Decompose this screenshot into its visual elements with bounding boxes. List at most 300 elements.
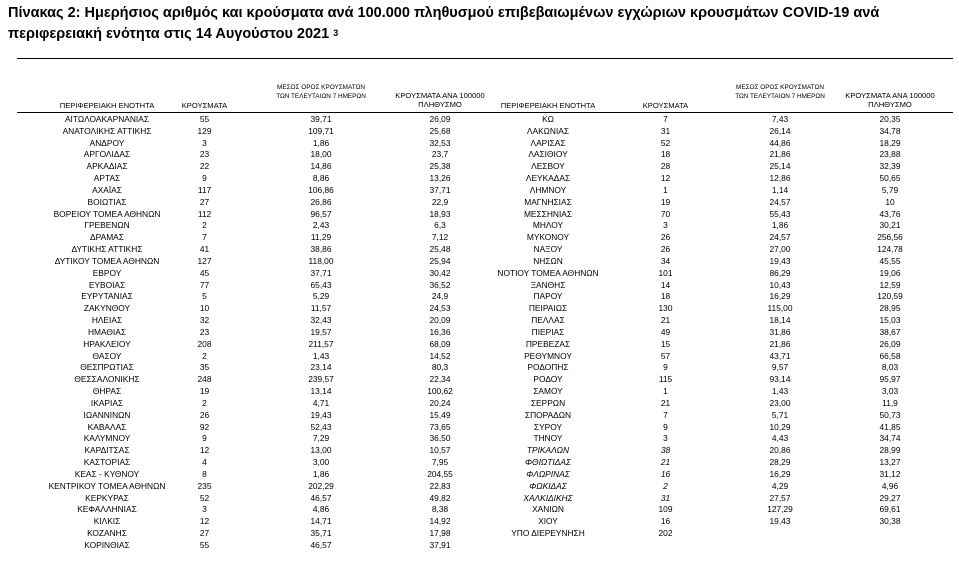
table-cell-per: 68,09: [429, 338, 451, 349]
table-cell-avg: 106,86: [308, 184, 334, 195]
table-cell-cases: 208: [197, 338, 212, 349]
table-cell-name: ΣΥΡΟΥ: [533, 421, 563, 432]
title-divider: [17, 58, 953, 59]
table-cell-name: ΤΗΝΟΥ: [533, 433, 563, 444]
table-cell-avg: 4,86: [312, 504, 330, 515]
table-cell-name: ΜΗΛΟΥ: [532, 220, 564, 231]
table-cell-name: ΛΑΡΙΣΑΣ: [530, 137, 566, 148]
table-cell-name: ΚΕΝΤΡΙΚΟΥ ΤΟΜΕΑ ΑΘΗΝΩΝ: [48, 480, 166, 491]
table-cell-per: 13,27: [879, 457, 901, 468]
table-cell-per: 8,03: [881, 362, 899, 373]
table-cell-cases: 3: [663, 220, 668, 231]
table-cell-per: 22,9: [431, 196, 449, 207]
table-cell-avg: 96,57: [310, 208, 332, 219]
table-cell-avg: 16,29: [769, 468, 791, 479]
table-cell-per: 15,03: [879, 315, 901, 326]
table-cell-cases: 35: [199, 362, 210, 373]
table-cell-avg: 109,71: [308, 125, 334, 136]
table-cell-cases: 5: [202, 291, 207, 302]
table-title: [8, 3, 953, 45]
table-cell-name: ΚΑΣΤΟΡΙΑΣ: [83, 457, 131, 468]
table-cell-name: ΚΙΛΚΙΣ: [93, 516, 121, 527]
table-cell-name: ΠΕΙΡΑΙΩΣ: [528, 303, 568, 314]
table-cell-avg: 35,71: [310, 527, 332, 538]
table-cell-avg: 19,43: [769, 255, 791, 266]
table-cell-cases: 19: [199, 386, 210, 397]
table-cell-name: ΚΟΖΑΝΗΣ: [87, 527, 127, 538]
table-cell-avg: [724, 528, 836, 540]
table-cell-cases: 31: [660, 125, 671, 136]
table-cell-per: 24,9: [431, 291, 449, 302]
table-cell-name: ΚΑΒΑΛΑΣ: [87, 421, 127, 432]
table-title-text: Πίνακας 2: Ημερήσιος αριθμός και κρούσματα ανά 100.000 πληθυσμού επιβεβαιωμένων εγχώριων κρουσμάτων COVID-19 ανά περιφερειακή ενότητα στις 14 Αυγούστου 2021: [8, 5, 880, 42]
table-cell-name: ΚΕΡΚΥΡΑΣ: [85, 492, 129, 503]
table-cell-avg: 86,29: [769, 267, 791, 278]
table-cell-avg: 21,86: [769, 149, 791, 160]
right-per100k-column: [840, 114, 940, 540]
table-cell-per: 69,61: [879, 504, 901, 515]
table-cell-avg: 27,57: [769, 492, 791, 503]
table-cell-per: 28,99: [879, 445, 901, 456]
table-cell-cases: 1: [663, 184, 668, 195]
table-cell-cases: 9: [202, 433, 207, 444]
table-cell-avg: 21,86: [769, 338, 791, 349]
table-cell-name: ΖΑΚΥΝΘΟΥ: [83, 303, 131, 314]
table-cell-per: 41,85: [879, 421, 901, 432]
table-cell-cases: 27: [199, 196, 210, 207]
table-cell-name: ΘΑΣΟΥ: [92, 350, 122, 361]
table-cell-per: 23,7: [431, 149, 449, 160]
table-cell-cases: 4: [202, 457, 207, 468]
table-cell-cases: 235: [197, 480, 212, 491]
table-cell-name: ΝΟΤΙΟΥ ΤΟΜΕΑ ΑΘΗΝΩΝ: [497, 267, 599, 278]
table-cell-name: ΑΝΑΤΟΛΙΚΗΣ ΑΤΤΙΚΗΣ: [62, 125, 152, 136]
table-cell-name: ΔΡΑΜΑΣ: [90, 232, 124, 243]
table-cell-cases: 14: [660, 279, 671, 290]
table-cell-name: ΗΡΑΚΛΕΙΟΥ: [83, 338, 131, 349]
table-cell-cases: 55: [199, 114, 210, 124]
left-per100k-column: [390, 114, 490, 552]
table-cell-name: ΧΙΟΥ: [538, 516, 558, 527]
table-cell-avg: 19,43: [310, 409, 332, 420]
table-cell-avg: 11,57: [310, 303, 332, 314]
table-cell-avg: 93,14: [769, 374, 791, 385]
table-cell-name: ΚΑΛΥΜΝΟΥ: [83, 433, 131, 444]
table-cell-per: 15,49: [429, 409, 451, 420]
table-cell-name: ΑΡΓΟΛΙΔΑΣ: [83, 149, 131, 160]
table-cell-avg: 7,29: [312, 433, 330, 444]
table-cell-cases: 9: [202, 173, 207, 184]
table-cell-cases: 9: [663, 362, 668, 373]
table-cell-name: ΛΕΥΚΑΔΑΣ: [525, 173, 571, 184]
table-cell-name: ΠΕΛΛΑΣ: [531, 315, 565, 326]
table-cell-avg: 27,00: [769, 244, 791, 255]
table-cell-avg: 38,86: [310, 244, 332, 255]
table-cell-avg: 39,71: [310, 114, 332, 124]
table-cell-per: 22,34: [429, 374, 451, 385]
table-cell-name: ΓΡΕΒΕΝΩΝ: [84, 220, 130, 231]
table-cell-avg: 5,29: [312, 291, 330, 302]
table-cell-cases: 9: [663, 421, 668, 432]
table-cell-name: ΣΑΜΟΥ: [533, 386, 563, 397]
table-cell-per: 43,76: [879, 208, 901, 219]
table-cell-avg: 65,43: [310, 279, 332, 290]
table-cell-per: 124,78: [877, 244, 903, 255]
table-cell-per: 29,27: [879, 492, 901, 503]
table-cell-per: 20,35: [879, 114, 901, 124]
table-cell-cases: 19: [660, 196, 671, 207]
table-cell-avg: 4,71: [312, 397, 330, 408]
right-cases-column: [633, 114, 698, 540]
table-cell-cases: 32: [199, 315, 210, 326]
table-cell-per: 50,73: [879, 409, 901, 420]
table-cell-avg: 1,14: [771, 184, 789, 195]
table-cell-cases: 55: [199, 539, 210, 550]
table-cell-name: ΥΠΟ ΔΙΕΡΕΥΝΗΣΗ: [511, 527, 585, 538]
table-cell-cases: 7: [663, 409, 668, 420]
footnote-marker: 3: [333, 28, 339, 38]
table-cell-per: 256,56: [877, 232, 903, 243]
header-cases-right: ΚΡΟΥΣΜΑΤΑ: [642, 101, 689, 110]
header-region-left: ΠΕΡΙΦΕΡΕΙΑΚΗ ΕΝΟΤΗΤΑ: [59, 101, 155, 110]
table-cell-cases: 41: [199, 244, 210, 255]
table-cell-name: ΔΥΤΙΚΗΣ ΑΤΤΙΚΗΣ: [71, 244, 143, 255]
table-cell-cases: 2: [202, 350, 207, 361]
table-cell-name: ΒΟΡΕΙΟΥ ΤΟΜΕΑ ΑΘΗΝΩΝ: [53, 208, 161, 219]
table-cell-cases: 109: [658, 504, 673, 515]
table-cell-name: ΧΑΝΙΩΝ: [532, 504, 564, 515]
table-cell-avg: 9,57: [771, 362, 789, 373]
table-cell-cases: 23: [199, 149, 210, 160]
table-cell-per: 23,88: [879, 149, 901, 160]
table-cell-name: ΠΑΡΟΥ: [533, 291, 563, 302]
table-cell-cases: 34: [660, 255, 671, 266]
table-cell-cases: 248: [197, 374, 212, 385]
right-region-column: [493, 114, 603, 540]
table-cell-avg: 115,00: [767, 303, 793, 314]
table-cell-cases: 101: [658, 267, 673, 278]
table-cell-cases: 130: [658, 303, 673, 314]
table-cell-name: ΤΡΙΚΑΛΩΝ: [526, 445, 570, 456]
table-cell-avg: 19,57: [310, 326, 332, 337]
table-cell-cases: 129: [197, 125, 212, 136]
table-cell-avg: 23,14: [310, 362, 332, 373]
table-cell-name: ΕΒΡΟΥ: [92, 267, 122, 278]
table-cell-avg: 37,71: [310, 267, 332, 278]
table-cell-per: 25,68: [429, 125, 451, 136]
table-cell-avg: 1,43: [312, 350, 330, 361]
table-cell-avg: 4,29: [771, 480, 789, 491]
table-cell-name: ΦΘΙΩΤΙΔΑΣ: [525, 457, 571, 468]
table-cell-avg: 211,57: [308, 338, 334, 349]
table-cell-cases: 27: [199, 527, 210, 538]
table-cell-name: ΜΥΚΟΝΟΥ: [526, 232, 570, 243]
table-cell-per: 3,03: [881, 386, 899, 397]
table-cell-per: 20,24: [429, 397, 451, 408]
left-region-column: [17, 114, 197, 552]
table-cell-avg: 10,29: [769, 421, 791, 432]
table-cell-per: 25,38: [429, 161, 451, 172]
table-cell-avg: 1,86: [312, 468, 330, 479]
table-cell-avg: 202,29: [308, 480, 334, 491]
table-cell-cases: 26: [660, 232, 671, 243]
table-cell-avg: 14,71: [310, 516, 332, 527]
table-cell-name: ΠΡΕΒΕΖΑΣ: [525, 338, 571, 349]
table-cell-per: 25,48: [429, 244, 451, 255]
table-cell-cases: 2: [663, 480, 668, 491]
table-cell-cases: 21: [660, 397, 671, 408]
table-cell-per: 36,50: [429, 433, 451, 444]
table-cell-name: ΘΕΣΣΑΛΟΝΙΚΗΣ: [74, 374, 140, 385]
table-cell-cases: 22: [199, 161, 210, 172]
table-cell-per: 14,52: [429, 350, 451, 361]
table-cell-avg: 18,14: [769, 315, 791, 326]
table-cell-per: 30,38: [879, 516, 901, 527]
table-cell-per: 20,09: [429, 315, 451, 326]
table-cell-cases: 16: [660, 468, 671, 479]
table-cell-avg: 32,43: [310, 315, 332, 326]
table-cell-cases: 57: [660, 350, 671, 361]
table-cell-avg: 26,86: [310, 196, 332, 207]
table-cell-name: ΙΚΑΡΙΑΣ: [90, 397, 124, 408]
table-cell-cases: 7: [202, 232, 207, 243]
table-cell-name: ΣΕΡΡΩΝ: [530, 397, 566, 408]
header-per100k-left: ΚΡΟΥΣΜΑΤΑ ΑΝΑ 100000 ΠΛΗΘΥΣΜΟ: [395, 91, 485, 109]
table-cell-per: 10,57: [429, 445, 451, 456]
table-cell-avg: 1,43: [771, 386, 789, 397]
table-cell-per: 38,67: [879, 326, 901, 337]
table-cell-per: 7,12: [431, 232, 449, 243]
table-cell-name: ΚΟΡΙΝΘΙΑΣ: [84, 539, 130, 550]
table-cell-avg: 14,86: [310, 161, 332, 172]
table-cell-avg: 16,29: [769, 291, 791, 302]
table-cell-name: ΘΕΣΠΡΩΤΙΑΣ: [80, 362, 134, 373]
table-cell-per: 14,92: [429, 516, 451, 527]
table-cell-avg: 55,43: [769, 208, 791, 219]
table-cell-name: ΘΗΡΑΣ: [92, 386, 122, 397]
table-cell-name: ΡΟΔΟΥ: [533, 374, 563, 385]
table-cell-cases: 18: [660, 291, 671, 302]
table-cell-name: ΜΑΓΝΗΣΙΑΣ: [524, 196, 572, 207]
table-cell-cases: 1: [663, 386, 668, 397]
table-cell-avg: 1,86: [771, 220, 789, 231]
table-cell-name: ΔΥΤΙΚΟΥ ΤΟΜΕΑ ΑΘΗΝΩΝ: [54, 255, 160, 266]
table-cell-cases: 12: [199, 516, 210, 527]
table-cell-avg: 3,00: [312, 457, 330, 468]
table-cell-name: ΠΙΕΡΙΑΣ: [531, 326, 565, 337]
table-cell-per: 18,29: [879, 137, 901, 148]
table-cell-cases: 3: [202, 137, 207, 148]
left-avg-column: [265, 114, 377, 552]
table-cell-per: 11,9: [882, 397, 898, 408]
table-cell-avg: 26,14: [769, 125, 791, 136]
table-cell-name: ΝΑΞΟΥ: [533, 244, 563, 255]
table-cell-cases: 2: [202, 397, 207, 408]
table-cell-cases: 12: [199, 445, 210, 456]
table-cell-avg: 13,14: [310, 386, 332, 397]
table-cell-cases: 23: [199, 326, 210, 337]
table-cell-per: 16,36: [429, 326, 451, 337]
table-cell-per: 50,65: [879, 173, 901, 184]
table-cell-name: ΚΑΡΔΙΤΣΑΣ: [84, 445, 130, 456]
table-cell-cases: 202: [658, 527, 673, 538]
table-cell-name: ΛΕΣΒΟΥ: [531, 161, 565, 172]
table-cell-cases: 115: [658, 374, 673, 385]
table-cell-cases: 21: [660, 315, 671, 326]
table-cell-name: ΑΝΔΡΟΥ: [89, 137, 125, 148]
table-cell-name: ΕΥΒΟΙΑΣ: [88, 279, 126, 290]
table-cell-avg: 23,00: [769, 397, 791, 408]
table-cell-avg: 44,86: [769, 137, 791, 148]
table-cell-name: ΡΟΔΟΠΗΣ: [527, 362, 569, 373]
table-cell-name: ΧΑΛΚΙΔΙΚΗΣ: [523, 492, 573, 503]
table-cell-name: ΛΗΜΝΟΥ: [529, 184, 567, 195]
table-cell-cases: 52: [660, 137, 671, 148]
table-cell-cases: 117: [197, 184, 212, 195]
table-cell-per: 30,21: [879, 220, 901, 231]
table-cell-per: 37,91: [429, 539, 451, 550]
table-cell-cases: 112: [197, 208, 212, 219]
table-cell-cases: 49: [660, 326, 671, 337]
table-cell-per: 73,65: [429, 421, 451, 432]
table-cell-avg: 10,43: [769, 279, 791, 290]
table-cell-per: 95,97: [879, 374, 901, 385]
table-cell-per: 80,3: [431, 362, 449, 373]
header-cases-left: ΚΡΟΥΣΜΑΤΑ: [181, 101, 228, 110]
table-cell-avg: 11,29: [310, 232, 332, 243]
table-cell-per: 5,79: [881, 184, 899, 195]
table-cell-per: 4,96: [881, 480, 899, 491]
table-cell-cases: 26: [660, 244, 671, 255]
table-cell-per: 32,39: [879, 161, 901, 172]
table-cell-per: 31,12: [879, 468, 901, 479]
table-cell-avg: 1,86: [312, 137, 330, 148]
table-cell-avg: 8,86: [312, 173, 330, 184]
table-cell-per: 37,71: [429, 184, 451, 195]
table-cell-cases: 16: [660, 516, 671, 527]
table-cell-avg: 20,86: [769, 445, 791, 456]
table-cell-name: ΙΩΑΝΝΙΝΩΝ: [83, 409, 131, 420]
table-cell-cases: 127: [197, 255, 212, 266]
table-cell-per: 45,55: [879, 255, 901, 266]
table-cell-name: ΦΛΩΡΙΝΑΣ: [526, 468, 570, 479]
table-cell-avg: 2,43: [312, 220, 330, 231]
table-cell-avg: 18,00: [310, 149, 332, 160]
table-cell-per: 12,59: [879, 279, 901, 290]
table-cell-cases: 12: [660, 173, 671, 184]
table-cell-cases: 3: [663, 433, 668, 444]
table-cell-cases: 8: [202, 468, 207, 479]
table-cell-name: ΗΛΕΙΑΣ: [91, 315, 123, 326]
header-per100k-right: ΚΡΟΥΣΜΑΤΑ ΑΝΑ 100000 ΠΛΗΘΥΣΜΟ: [845, 91, 935, 109]
table-cell-per: 32,53: [429, 137, 451, 148]
table-cell-avg: 24,57: [769, 196, 791, 207]
table-cell-avg: 5,71: [771, 409, 789, 420]
table-cell-cases: 45: [199, 267, 210, 278]
table-cell-per: 30,42: [429, 267, 451, 278]
table-cell-name: ΞΑΝΘΗΣ: [530, 279, 566, 290]
table-cell-name: ΡΕΘΥΜΝΟΥ: [524, 350, 572, 361]
header-avg-right: ΜΕΣΟΣ ΟΡΟΣ ΚΡΟΥΣΜΑΤΩΝ ΤΩΝ ΤΕΛΕΥΤΑΙΩΝ 7 ΗΜΕΡΩΝ: [735, 84, 825, 100]
table-cell-name: ΑΡΤΑΣ: [93, 173, 121, 184]
table-cell-per: 28,95: [879, 303, 901, 314]
table-cell-cases: 2: [202, 220, 207, 231]
table-cell-name: ΗΜΑΘΙΑΣ: [87, 326, 127, 337]
table-cell-per: [840, 528, 940, 540]
table-cell-per: 26,09: [429, 114, 451, 124]
table-cell-per: 49,82: [429, 492, 451, 503]
table-cell-per: 10: [885, 196, 895, 207]
table-cell-per: 24,53: [429, 303, 451, 314]
table-cell-name: ΜΕΣΣΗΝΙΑΣ: [523, 208, 573, 219]
table-cell-per: 66,58: [879, 350, 901, 361]
header-region-right: ΠΕΡΙΦΕΡΕΙΑΚΗ ΕΝΟΤΗΤΑ: [500, 101, 596, 110]
table-cell-name: ΚΩ: [542, 114, 554, 124]
table-cell-per: 204,55: [427, 468, 453, 479]
table-cell-name: ΦΩΚΙΔΑΣ: [529, 480, 567, 491]
table-cell-avg: 4,43: [771, 433, 789, 444]
table-cell-per: 25,94: [429, 255, 451, 266]
table-cell-per: 22,83: [429, 480, 451, 491]
table-cell-name: ΑΙΤΩΛΟΑΚΑΡΝΑΝΙΑΣ: [64, 114, 150, 124]
table-cell-per: 17,98: [429, 527, 451, 538]
table-cell-name: ΑΡΚΑΔΙΑΣ: [86, 161, 128, 172]
table-cell-per: 7,95: [431, 457, 449, 468]
table-cell-name: ΑΧΑΪΑΣ: [92, 184, 122, 195]
table-cell-avg: 24,57: [769, 232, 791, 243]
table-cell-avg: 46,57: [310, 539, 332, 550]
table-cell-per: 34,74: [879, 433, 901, 444]
table-cell-name: ΝΗΣΩΝ: [533, 255, 563, 266]
table-cell-cases: 52: [199, 492, 210, 503]
table-cell-per: 120,59: [877, 291, 903, 302]
table-cell-per: 100,62: [427, 386, 453, 397]
table-cell-cases: 77: [199, 279, 210, 290]
table-cell-name: ΣΠΟΡΑΔΩΝ: [524, 409, 572, 420]
table-cell-name: ΚΕΦΑΛΛΗΝΙΑΣ: [77, 504, 137, 515]
header-avg-left: ΜΕΣΟΣ ΟΡΟΣ ΚΡΟΥΣΜΑΤΩΝ ΤΩΝ ΤΕΛΕΥΤΑΙΩΝ 7 ΗΜΕΡΩΝ: [276, 84, 366, 100]
right-avg-column: [724, 114, 836, 540]
table-cell-cases: 21: [660, 457, 671, 468]
table-cell-name: ΕΥΡΥΤΑΝΙΑΣ: [81, 291, 133, 302]
table-cell-cases: 15: [660, 338, 671, 349]
table-cell-per: 8,38: [431, 504, 449, 515]
table-cell-avg: 46,57: [310, 492, 332, 503]
table-cell-avg: 28,29: [769, 457, 791, 468]
table-cell-name: ΒΟΙΩΤΙΑΣ: [87, 196, 127, 207]
table-cell-avg: 7,43: [771, 114, 789, 124]
table-cell-per: 13,26: [429, 173, 451, 184]
table-cell-name: ΛΑΣΙΘΙΟΥ: [528, 149, 568, 160]
table-cell-per: 34,78: [879, 125, 901, 136]
table-cell-cases: 3: [202, 504, 207, 515]
table-cell-avg: 118,00: [308, 255, 334, 266]
table-cell-cases: 10: [199, 303, 210, 314]
table-cell-cases: 26: [199, 409, 210, 420]
header-divider: [17, 112, 953, 113]
table-cell-cases: 28: [660, 161, 671, 172]
table-cell-avg: 25,14: [769, 161, 791, 172]
table-cell-name: ΛΑΚΩΝΙΑΣ: [526, 125, 570, 136]
table-cell-avg: 52,43: [310, 421, 332, 432]
table-cell-per: 6,3: [434, 220, 446, 231]
table-cell-avg: 239,57: [308, 374, 334, 385]
table-cell-avg: 31,86: [769, 326, 791, 337]
table-cell-name: ΚΕΑΣ - ΚΥΘΝΟΥ: [74, 468, 140, 479]
table-cell-cases: 31: [660, 492, 671, 503]
table-cell-per: 19,06: [879, 267, 901, 278]
table-cell-cases: 38: [660, 445, 671, 456]
